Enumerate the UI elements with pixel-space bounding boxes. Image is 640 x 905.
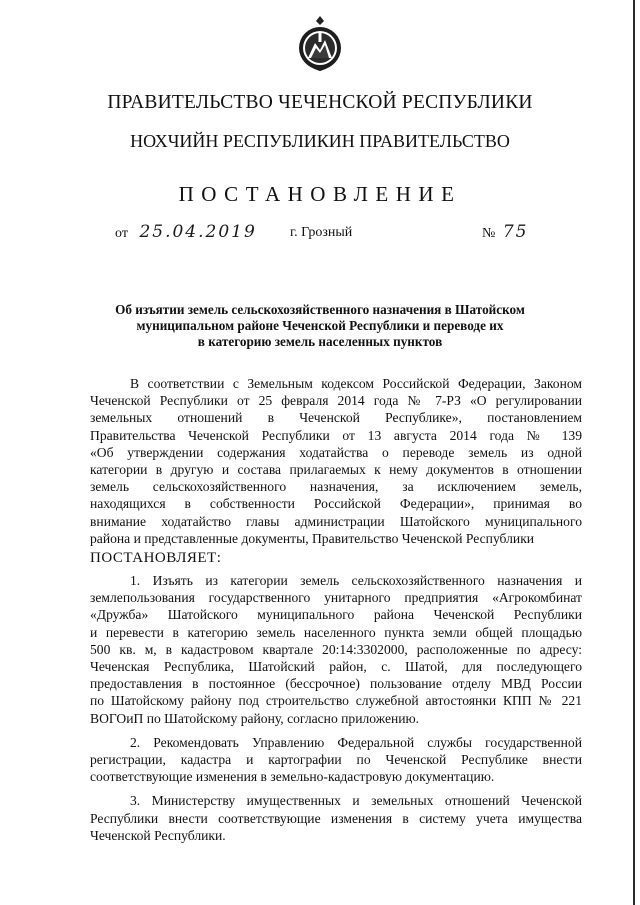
item-line: Чеченской Республики. (90, 827, 226, 843)
preamble-line: В соответствии с Земельным кодексом Российской Федерации, Законом (130, 376, 582, 391)
date-prefix: от (115, 226, 128, 241)
coat-of-arms-icon (297, 14, 343, 72)
item-line: соответствующие изменения в земельно-кадастровую документацию. (90, 769, 495, 785)
preamble-line: «Об утверждении содержания ходатайства о переводе земель из одной (90, 444, 582, 460)
city-label: г. Грозный (290, 225, 353, 240)
item-line: 2. Рекомендовать Управлению Федеральной службы государственной (130, 734, 582, 750)
title-line: муниципальном районе Чеченской Республики и переводе их (136, 318, 504, 333)
title-line: Об изъятии земель сельскохозяйственного назначения в Шатойском (115, 302, 525, 317)
item-line: «Дружба» Шатойского муниципального района Чеченской Республики (90, 607, 582, 623)
document-type-heading: ПОСТАНОВЛЕНИЕ (178, 182, 462, 206)
number-field (482, 222, 529, 242)
title-line: в категорию земель населенных пунктов (197, 334, 443, 349)
item-line: землепользования государственного унитарного предприятия «Агрокомбинат (90, 590, 582, 606)
government-name-russian: ПРАВИТЕЛЬСТВО ЧЕЧЕНСКОЙ РЕСПУБЛИКИ (107, 92, 533, 113)
item-1-paragraph (90, 572, 582, 727)
item-line: 500 кв. м, в кадастровом квартале 20:14:3302000, расположенные по адресу: (90, 641, 582, 657)
government-name-chechen: НОХЧИЙН РЕСПУБЛИКИН ПРАВИТЕЛЬСТВО (130, 131, 510, 151)
item-line: 3. Министерству имущественных и земельных отношений Чеченской (130, 793, 582, 809)
preamble-line: земель сельскохозяйственного назначения, за исключением земель, (90, 479, 582, 495)
preamble-line: района и представленные документы, Правительство Чеченской Республики (90, 530, 535, 546)
item-line: предоставления в постоянное (бессрочное) пользование отделу МВД России (90, 676, 582, 692)
item-line: ВОГОиП по Шатойскому району, согласно приложению. (90, 710, 420, 726)
item-3-paragraph (90, 792, 582, 844)
preamble-paragraph (90, 375, 582, 547)
number-prefix: № (482, 226, 496, 241)
preamble-line: внимание ходатайство главы администрации Шатойского муниципального (90, 513, 582, 529)
document-body (90, 375, 582, 844)
handwritten-number: 75 (502, 222, 529, 242)
item-line: Чеченская Республика, Шатойский район, с. Шатой, для последующего (90, 659, 582, 675)
resolves-heading: ПОСТАНОВЛЯЕТ: (90, 549, 222, 566)
item-line: 1. Изъять из категории земель сельскохозяйственного назначения и (130, 573, 582, 589)
item-line: Республики внести соответствующие изменения в систему учета имущества (90, 810, 582, 826)
item-line: регистрации, кадастра и картографии по Чеченской Республике внести (90, 751, 582, 767)
item-2-paragraph (90, 734, 582, 786)
item-line: и перевести в категорию земель населенного пункта земли общей площадью (90, 624, 582, 640)
preamble-line: Чеченской Республики от 25 февраля 2014 года № 7-РЗ «О регулировании (90, 393, 582, 409)
document-title (70, 302, 570, 350)
item-line: по Шатойскому району под строительство служебной автостоянки КПП № 221 (90, 693, 582, 709)
preamble-line: Правительства Чеченской Республики от 13 августа 2014 года № 139 (90, 427, 582, 443)
preamble-line: находящихся в собственности Российской Федерации», принимая во (90, 496, 582, 512)
preamble-line: земельных отношений в Чеченской Республике», постановлением (90, 410, 582, 426)
handwritten-date: 25.04.2019 (139, 222, 257, 242)
date-field (115, 222, 257, 242)
preamble-line: категории в другую и состава прилагаемых к нему документов в отношении (90, 461, 582, 477)
